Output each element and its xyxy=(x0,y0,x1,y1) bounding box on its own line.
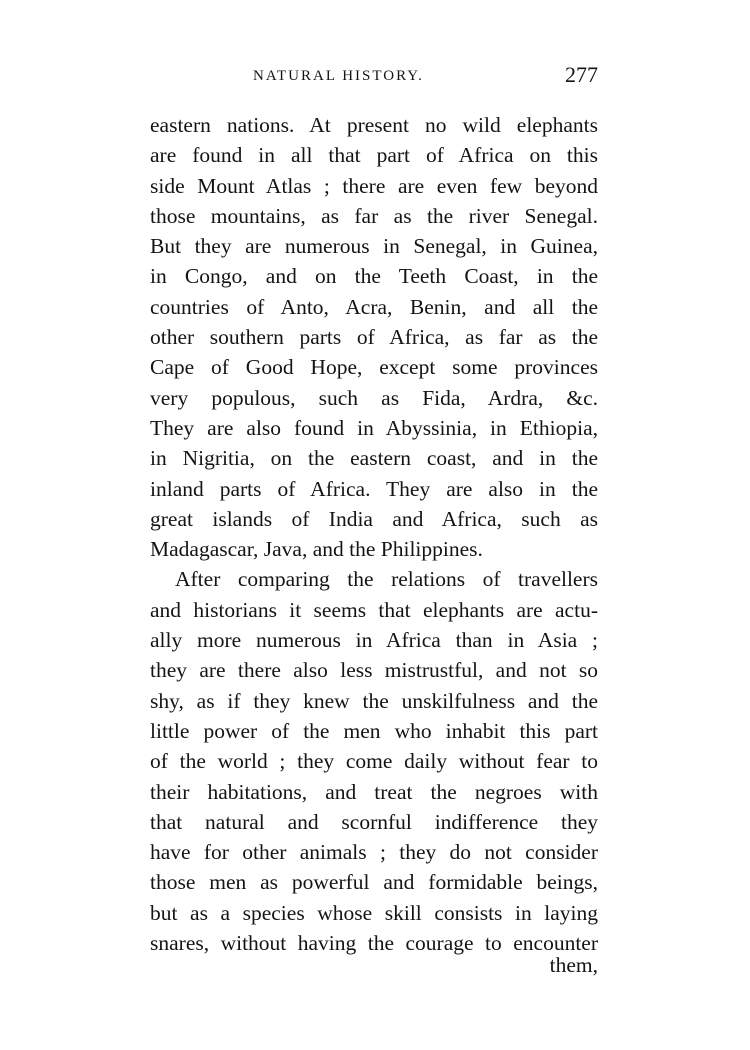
text-line: But they are numerous in Senegal, in Guinea, xyxy=(150,234,598,259)
catchword: them, xyxy=(549,953,598,977)
text-line: those men as powerful and formidable beings, xyxy=(150,870,598,895)
paragraph-first-line: After comparing the relations of travellers xyxy=(175,567,598,592)
body-text xyxy=(150,110,598,958)
text-line: have for other animals ; they do not consider xyxy=(150,840,598,865)
text-line: those mountains, as far as the river Senegal. xyxy=(150,203,598,228)
text-line: but as a species whose skill consists in laying xyxy=(150,900,598,925)
text-line: shy, as if they knew the unskilfulness and the xyxy=(150,688,598,713)
text-line: inland parts of Africa. They are also in the xyxy=(150,476,598,501)
text-line: snares, without having the courage to encounter xyxy=(150,931,598,956)
text-line: in Congo, and on the Teeth Coast, in the xyxy=(150,264,598,289)
text-line: ally more numerous in Africa than in Asia ; xyxy=(150,628,598,653)
text-line: side Mount Atlas ; there are even few beyond xyxy=(150,173,598,198)
running-title: NATURAL HISTORY. xyxy=(253,68,424,84)
text-line: that natural and scornful indifference they xyxy=(150,809,598,834)
text-line: little power of the men who inhabit this part xyxy=(150,718,598,743)
text-line: great islands of India and Africa, such as xyxy=(150,506,598,531)
text-line: very populous, such as Fida, Ardra, &c. xyxy=(150,385,598,410)
text-line: Cape of Good Hope, except some provinces xyxy=(150,355,598,380)
paragraph-last-line: Madagascar, Java, and the Philippines. xyxy=(150,537,483,562)
text-line: They are also found in Abyssinia, in Ethiopia, xyxy=(150,415,598,440)
text-line: other southern parts of Africa, as far as the xyxy=(150,325,598,350)
text-line: and historians it seems that elephants are actu- xyxy=(150,597,598,622)
text-line: are found in all that part of Africa on this xyxy=(150,143,598,168)
text-line: of the world ; they come daily without fear to xyxy=(150,749,598,774)
text-line: countries of Anto, Acra, Benin, and all the xyxy=(150,294,598,319)
text-line: in Nigritia, on the eastern coast, and in the xyxy=(150,446,598,471)
text-line: their habitations, and treat the negroes with xyxy=(150,779,598,804)
text-line: they are there also less mistrustful, and not so xyxy=(150,658,598,683)
text-line: eastern nations. At present no wild elephants xyxy=(150,113,598,137)
running-head xyxy=(150,62,598,92)
page-number: 277 xyxy=(565,62,598,87)
